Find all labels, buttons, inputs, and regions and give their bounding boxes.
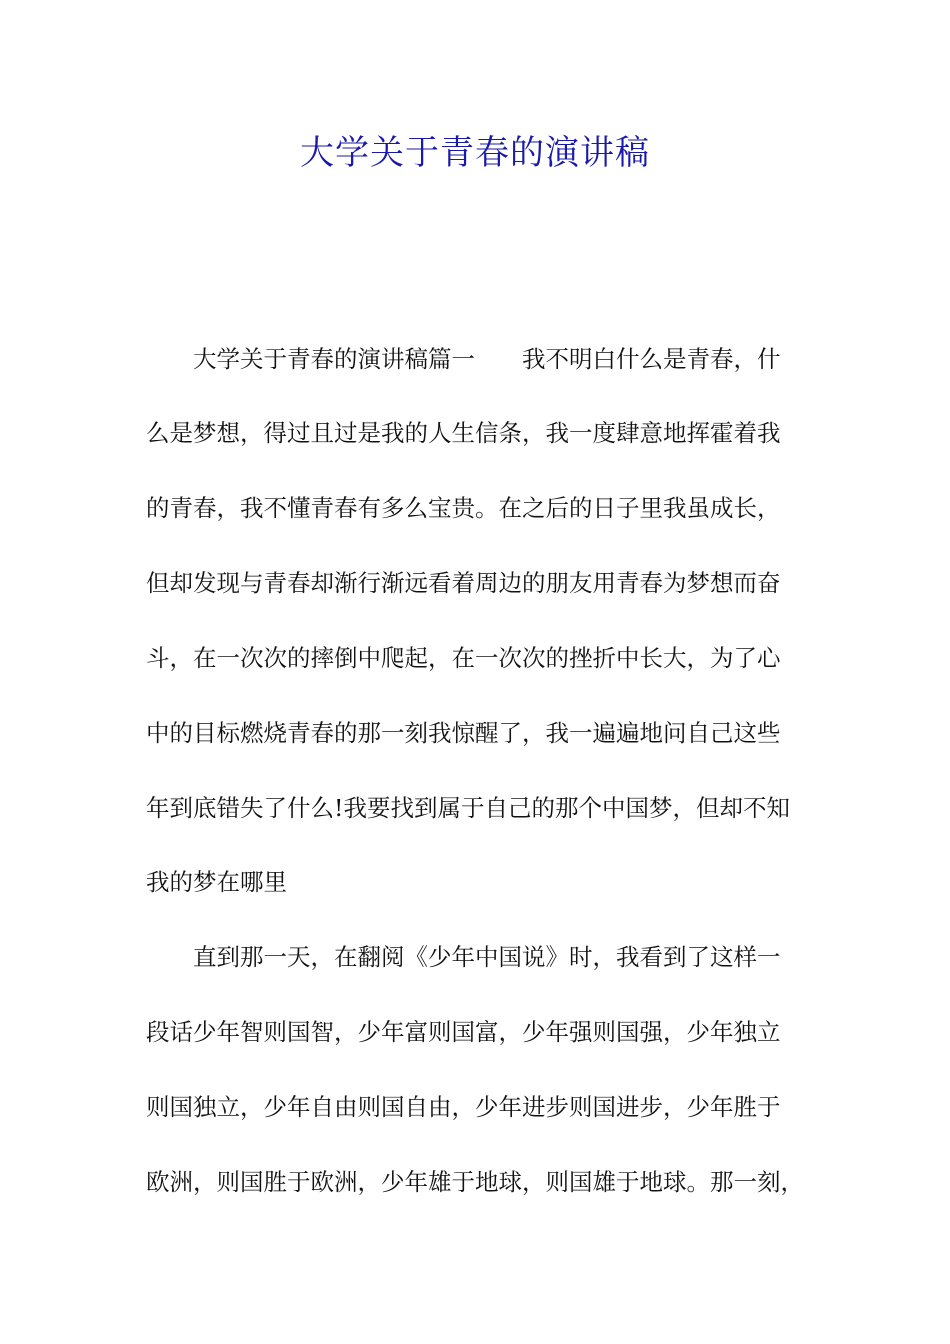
body-line: 中的目标燃烧青春的那一刻我惊醒了，我一遍遍地问自己这些 [146, 719, 781, 747]
document-title: 大学关于青春的演讲稿 [300, 133, 650, 173]
body-line: 斗，在一次次的摔倒中爬起，在一次次的挫折中长大，为了心 [146, 644, 781, 672]
body-line: 么是梦想，得过且过是我的人生信条，我一度肆意地挥霍着我 [146, 419, 781, 447]
body-line: 大学关于青春的演讲稿篇一 我不明白什么是青春，什 [146, 345, 781, 373]
body-line: 直到那一天，在翻阅《少年中国说》时，我看到了这样一 [146, 943, 781, 971]
body-line: 的青春，我不懂青春有多么宝贵。在之后的日子里我虽成长， [146, 494, 781, 522]
body-line: 年到底错失了什么!我要找到属于自己的那个中国梦，但却不知 [146, 794, 790, 822]
body-line: 但却发现与青春却渐行渐远看着周边的朋友用青春为梦想而奋 [146, 569, 781, 597]
body-line: 则国独立，少年自由则国自由，少年进步则国进步，少年胜于 [146, 1093, 781, 1121]
body-line: 欧洲，则国胜于欧洲，少年雄于地球，则国雄于地球。那一刻， [146, 1168, 804, 1196]
body-line: 我的梦在哪里 [146, 868, 287, 896]
body-line: 段话少年智则国智，少年富则国富，少年强则国强，少年独立 [146, 1018, 781, 1046]
